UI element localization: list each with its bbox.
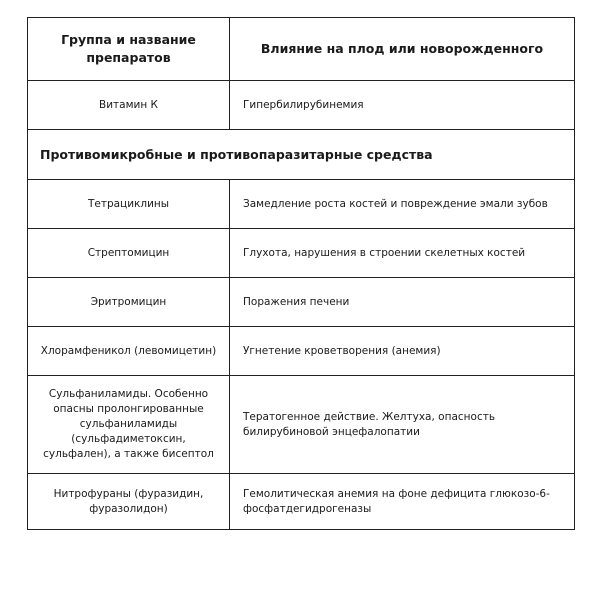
drug-effects-table — [27, 17, 575, 530]
drug-name-cell: Витамин К — [28, 81, 230, 130]
section-heading: Противомикробные и противопаразитарные средства — [28, 130, 575, 180]
effect-cell: Угнетение кроветворения (анемия) — [230, 327, 575, 376]
drug-name-cell: Стрептомицин — [28, 229, 230, 278]
table-row — [28, 376, 575, 474]
effect-cell: Тератогенное действие. Желтуха, опасность билирубиновой энцефалопатии — [230, 376, 575, 474]
header-row — [28, 18, 575, 81]
table-row — [28, 278, 575, 327]
table-row — [28, 180, 575, 229]
drug-name-cell: Хлорамфеникол (левомицетин) — [28, 327, 230, 376]
effect-cell: Замедление роста костей и повреждение эмали зубов — [230, 180, 575, 229]
table-row — [28, 229, 575, 278]
drug-name-cell: Сульфаниламиды. Особенно опасны пролонгированные сульфаниламиды (сульфадиметоксин, сульфален), а также бисептол — [28, 376, 230, 474]
table-row — [28, 81, 575, 130]
table-row — [28, 327, 575, 376]
table-row — [28, 474, 575, 530]
drug-name-cell: Тетрациклины — [28, 180, 230, 229]
section-row — [28, 130, 575, 180]
drug-name-cell: Эритромицин — [28, 278, 230, 327]
effect-cell: Гипербилирубинемия — [230, 81, 575, 130]
header-effect: Влияние на плод или новорожденного — [230, 18, 575, 81]
effect-cell: Глухота, нарушения в строении скелетных костей — [230, 229, 575, 278]
effect-cell: Поражения печени — [230, 278, 575, 327]
drug-name-cell: Нитрофураны (фуразидин, фуразолидон) — [28, 474, 230, 530]
effect-cell: Гемолитическая анемия на фоне дефицита глюкозо-6-фосфатдегидрогеназы — [230, 474, 575, 530]
header-drug-group: Группа и название препаратов — [28, 18, 230, 81]
